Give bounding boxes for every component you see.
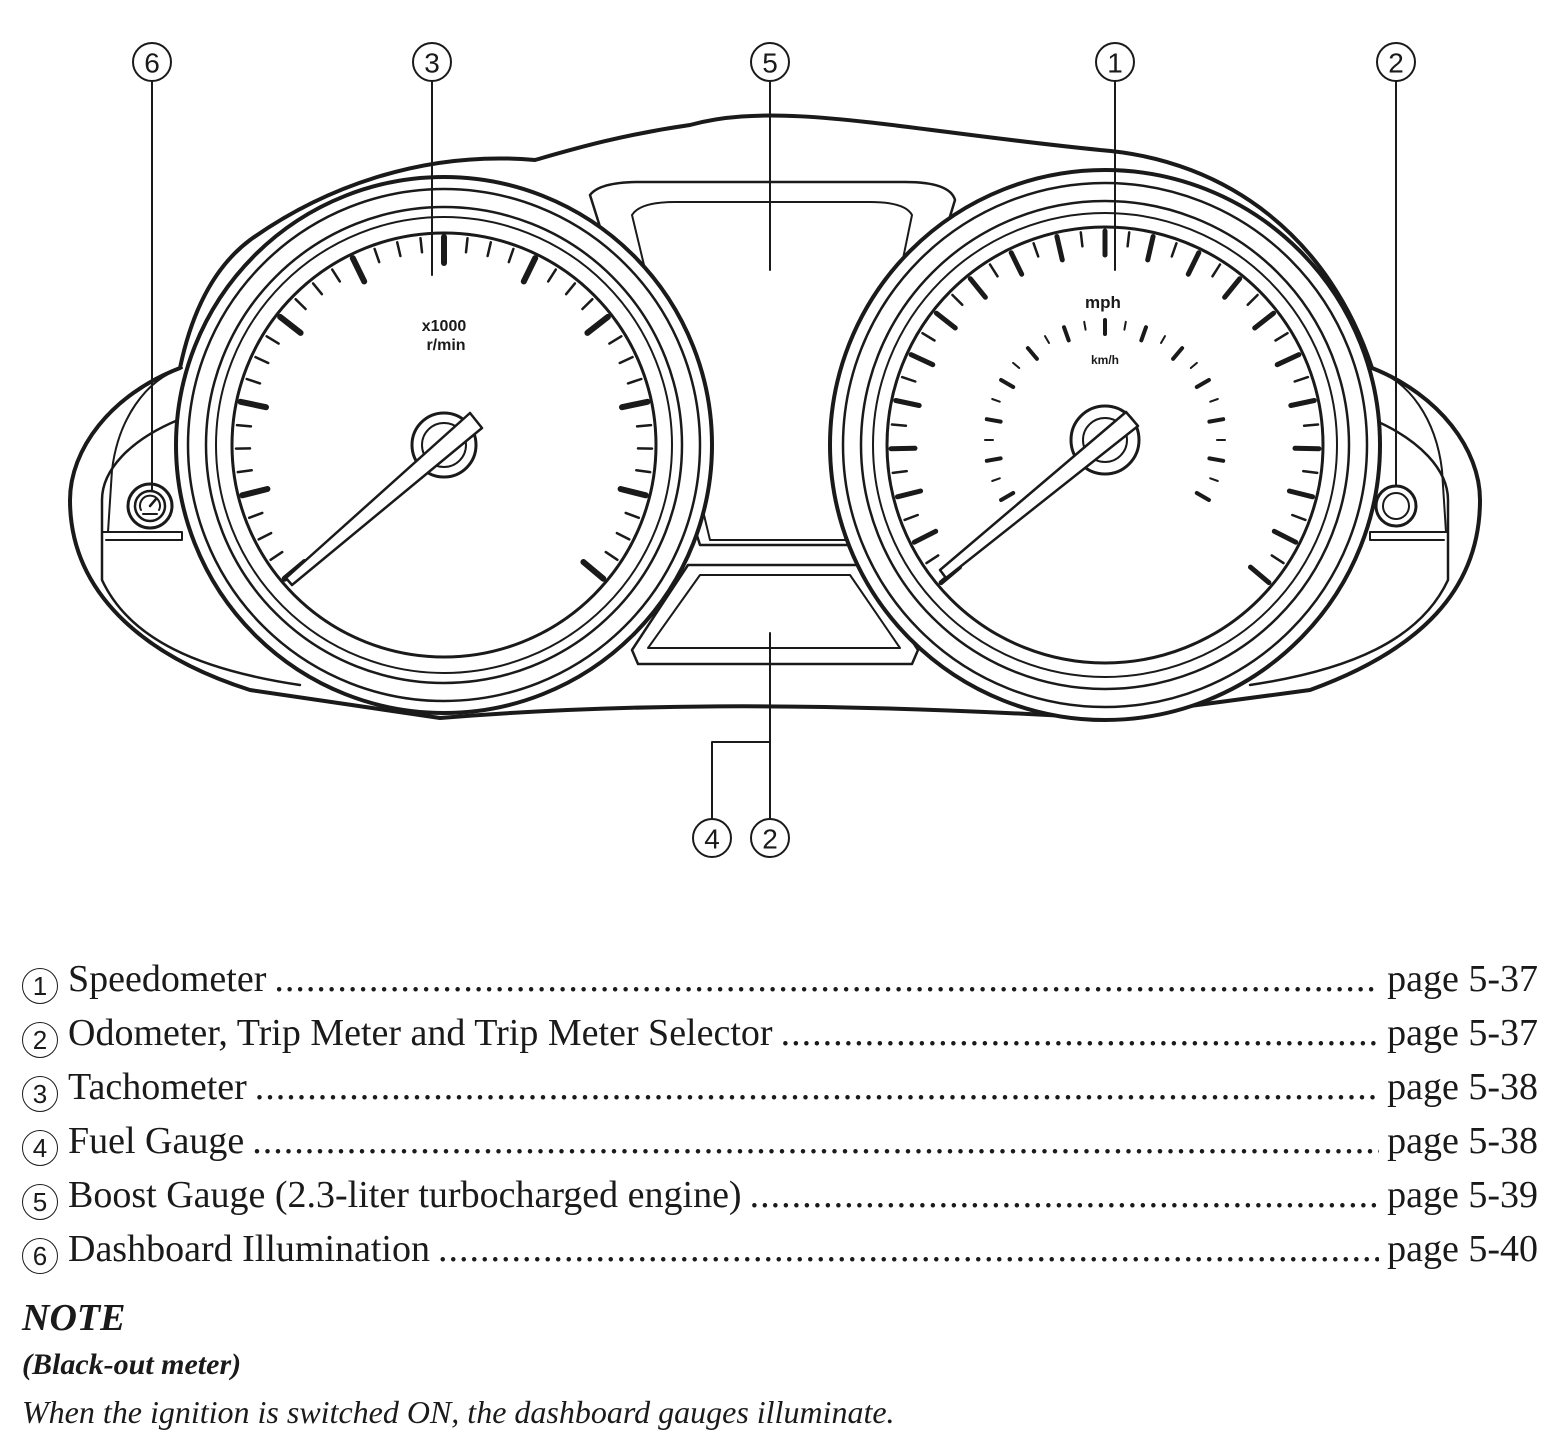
left-pod-shelf <box>102 532 182 540</box>
page-reference: page 5-38 <box>1387 1066 1538 1108</box>
callout-2-bottom <box>751 819 789 857</box>
legend-list <box>22 952 1538 1276</box>
minor-tick <box>636 470 650 472</box>
legend-number: 6 <box>22 1238 58 1274</box>
legend-label: Tachometer <box>68 1066 247 1108</box>
note-title: NOTE <box>22 1297 126 1339</box>
minor-tick <box>893 471 907 473</box>
callout-1 <box>1096 43 1134 81</box>
tachometer-scale-label: x1000 <box>421 318 467 335</box>
legend-number: 5 <box>22 1184 58 1220</box>
page-reference: page 5-37 <box>1387 958 1538 1000</box>
minor-tick <box>1128 232 1130 246</box>
page-reference: page 5-39 <box>1387 1174 1538 1216</box>
svg-text:5: 5 <box>762 47 778 79</box>
leader-dots <box>274 952 1379 1006</box>
major-tick <box>987 458 1001 460</box>
callout-4 <box>693 819 731 857</box>
note-section <box>22 1294 1538 1436</box>
legend-item-tachometer <box>22 1060 1538 1114</box>
major-tick <box>987 419 1001 421</box>
callout-5 <box>751 43 789 81</box>
svg-text:2: 2 <box>1388 47 1404 79</box>
knob-icon[interactable] <box>1376 486 1416 526</box>
page-reference: page 5-37 <box>1387 1012 1538 1054</box>
leader-dots <box>438 1222 1379 1276</box>
right-pod-shelf <box>1370 532 1448 540</box>
callout-3 <box>413 43 451 81</box>
dial-knob-icon[interactable] <box>128 484 172 528</box>
svg-text:4: 4 <box>704 823 720 855</box>
legend-number: 4 <box>22 1130 58 1166</box>
minor-tick <box>237 425 251 426</box>
note-subtitle: (Black-out meter) <box>22 1348 242 1381</box>
minor-tick <box>421 238 423 252</box>
speedometer-unit-kmh: km/h <box>1090 353 1120 367</box>
callout-2-top <box>1377 43 1415 81</box>
tachometer <box>176 177 712 713</box>
minor-tick <box>1304 425 1318 426</box>
svg-text:1: 1 <box>1107 47 1123 79</box>
legend-item-odometer <box>22 1006 1538 1060</box>
legend-number: 2 <box>22 1022 58 1058</box>
minor-tick <box>1084 322 1085 330</box>
callout-6 <box>133 43 171 81</box>
legend-label: Dashboard Illumination <box>68 1228 430 1270</box>
svg-text:3: 3 <box>424 47 440 79</box>
leader-dots <box>255 1060 1379 1114</box>
legend-number: 3 <box>22 1076 58 1112</box>
minor-tick <box>1303 471 1317 473</box>
legend-label: Fuel Gauge <box>68 1120 245 1162</box>
leader-dots <box>781 1006 1380 1060</box>
tachometer-unit-label: r/min <box>426 337 466 354</box>
svg-text:6: 6 <box>144 47 160 79</box>
legend-label: Odometer, Trip Meter and Trip Meter Selector <box>68 1012 773 1054</box>
minor-tick <box>637 425 651 426</box>
page-reference: page 5-40 <box>1387 1228 1538 1270</box>
svg-text:2: 2 <box>762 823 778 855</box>
legend-label: Speedometer <box>68 958 267 1000</box>
legend-label: Boost Gauge (2.3-liter turbocharged engine) <box>68 1174 742 1216</box>
speedometer <box>830 170 1380 720</box>
legend-item-speedometer <box>22 952 1538 1006</box>
minor-tick <box>892 425 906 426</box>
legend-item-dashboard-illumination <box>22 1222 1538 1276</box>
legend-item-fuel-gauge <box>22 1114 1538 1168</box>
minor-tick <box>238 470 252 472</box>
minor-tick <box>1081 232 1083 246</box>
lower-display-window-inner <box>648 575 900 648</box>
note-text: When the ignition is switched ON, the dashboard gauges illuminate. <box>22 1394 895 1430</box>
major-tick <box>1209 458 1223 460</box>
page-reference: page 5-38 <box>1387 1120 1538 1162</box>
leader-dots <box>750 1168 1380 1222</box>
speedometer-unit-mph: mph <box>1085 293 1121 312</box>
major-tick <box>1209 419 1223 421</box>
leader-dots <box>252 1114 1379 1168</box>
legend-number: 1 <box>22 968 58 1004</box>
legend-item-boost-gauge <box>22 1168 1538 1222</box>
minor-tick <box>466 238 468 252</box>
minor-tick <box>1124 322 1125 330</box>
